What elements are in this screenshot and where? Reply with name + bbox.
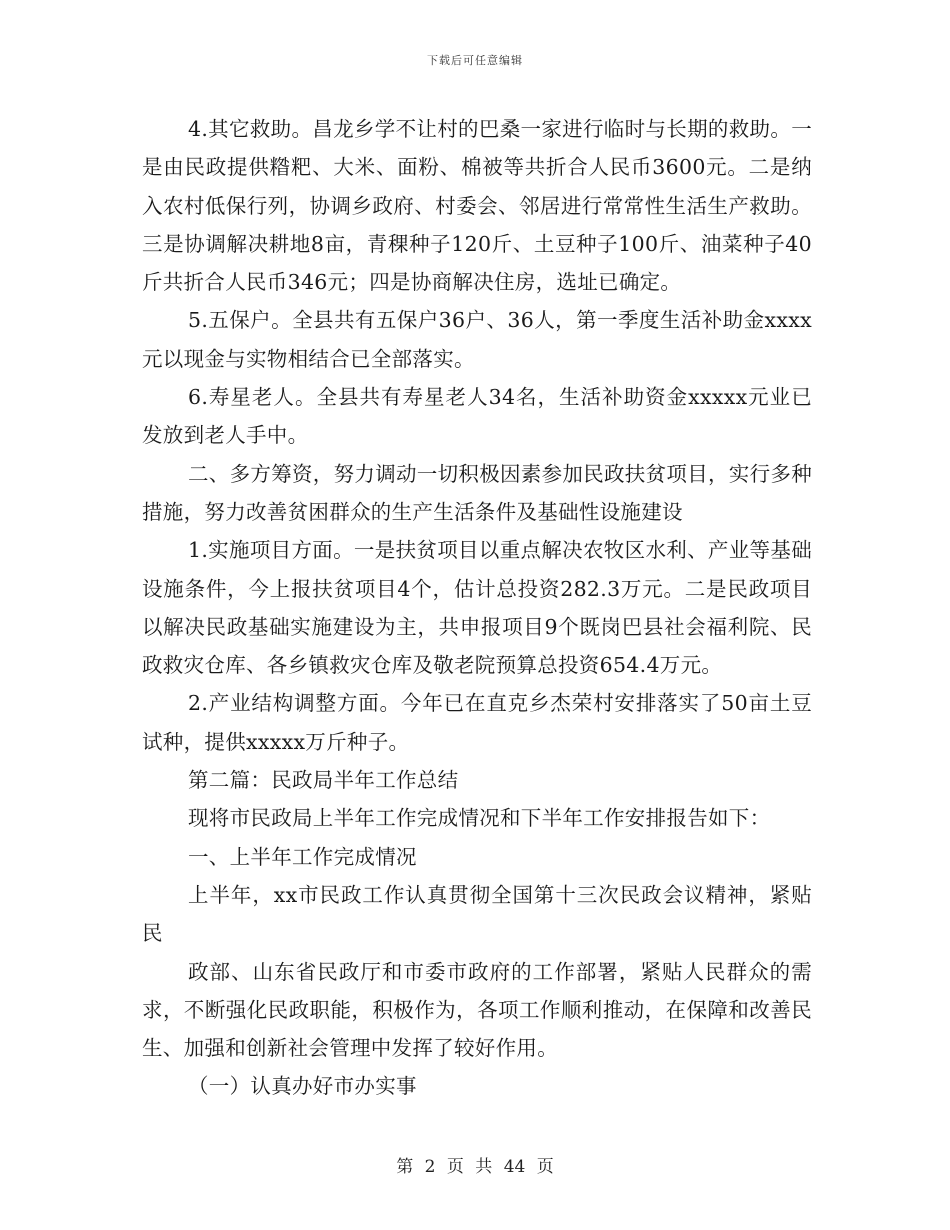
paragraph: 上半年，xx市民政工作认真贯彻全国第十三次民政会议精神，紧贴民	[142, 882, 812, 946]
section-heading: （一）认真办好市办实事	[188, 1074, 417, 1099]
section-heading: 第二篇：民政局半年工作总结	[188, 768, 459, 793]
section-heading: 一、上半年工作完成情况	[188, 844, 417, 869]
paragraph: 6.寿星老人。全县共有寿星老人34名，生活补助资金xxxxx元业已发放到老人手中。	[142, 385, 812, 448]
paragraph: 1.实施项目方面。一是扶贫项目以重点解决农牧区水利、产业等基础设施条件，今上报扶贫项目4个，估计总投资282.3万元。二是民政项目以解决民政基础实施建设为主，共申报项目9个既岗巴县社会福利院、民政救灾仓库、各乡镇救灾仓库及敬老院预算总投资654.4万元。	[142, 538, 812, 678]
paragraph: 4.其它救助。昌龙乡学不让村的巴桑一家进行临时与长期的救助。一是由民政提供糌粑、大米、面粉、棉被等共折合人民币3600元。二是纳入农村低保行列，协调乡政府、村委会、邻居进行常常性生活生产救助。三是协调解决耕地8亩，青稞种子120斤、土豆种子100斤、油菜种子40斤共折合人民币346元；四是协商解决住房，选址已确定。	[142, 117, 812, 295]
page-footer: 第 2 页 共 44 页	[396, 1157, 554, 1177]
paragraph: 2.产业结构调整方面。今年已在直克乡杰荣村安排落实了50亩土豆试种，提供xxxxx万斤种子。	[142, 691, 812, 754]
paragraph: 现将市民政局上半年工作完成情况和下半年工作安排报告如下：	[188, 806, 771, 831]
document-body	[142, 110, 812, 1106]
paragraph: 政部、山东省民政厅和市委市政府的工作部署，紧贴人民群众的需求，不断强化民政职能，积极作为，各项工作顺利推动，在保障和改善民生、加强和创新社会管理中发挥了较好作用。	[142, 959, 812, 1061]
paragraph: 5.五保户。全县共有五保户36户、36人，第一季度生活补助金xxxx元以现金与实物相结合已全部落实。	[142, 308, 812, 371]
page-header: 下载后可任意编辑	[427, 54, 523, 67]
paragraph: 二、多方筹资，努力调动一切积极因素参加民政扶贫项目，实行多种措施，努力改善贫困群众的生产生活条件及基础性设施建设	[142, 461, 812, 524]
